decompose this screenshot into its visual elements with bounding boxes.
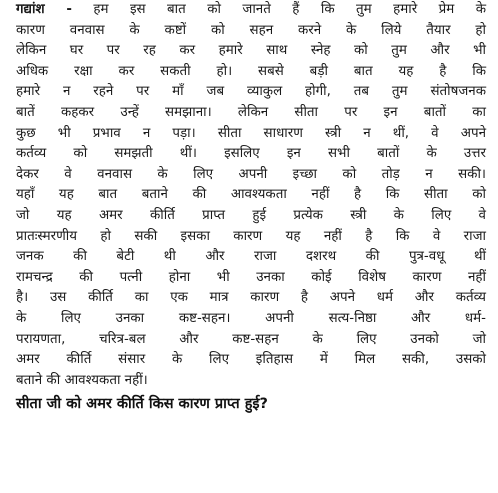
passage-line: बातें कहकर उन्हें समझाना। लेकिन सीता पर इन बातों का xyxy=(16,104,486,120)
passage-line: प्रातःस्मरणीय हो सकी इसका कारण यह नहीं है कि वे राजा xyxy=(16,228,486,244)
passage-line: अधिक रक्षा कर सकती हो। सबसे बड़ी बात यह है कि xyxy=(16,63,486,79)
passage-line: जनक की बेटी थी और राजा दशरथ की पुत्र-वधू थीं xyxy=(16,249,486,265)
passage-line: लेकिन घर पर रह कर हमारे साथ स्नेह को तुम और भी xyxy=(16,43,486,59)
passage-line: जो यह अमर कीर्ति प्राप्त हुई प्रत्येक स्त्री के लिए वे xyxy=(16,207,486,223)
document-body xyxy=(16,0,486,415)
passage-label: गद्यांश - xyxy=(16,2,72,17)
passage-line: है। उस कीर्ति का एक मात्र कारण है अपने धर्म और कर्तव्य xyxy=(16,290,486,306)
passage-line: कारण वनवास के कष्टों को सहन करने के लिये तैयार हो xyxy=(16,22,486,38)
passage-line: अमर कीर्ति संसार के लिए इतिहास में मिल सकी, उसको xyxy=(16,352,486,368)
passage-line: रामचन्द्र की पत्नी होना भी उनका कोई विशेष कारण नहीं xyxy=(16,269,486,285)
passage-line: कुछ भी प्रभाव न पड़ा। सीता साधारण स्त्री न थीं, वे अपने xyxy=(16,125,486,141)
passage-line: यहाँ यह बात बताने की आवश्यकता नहीं है कि सीता को xyxy=(16,187,486,203)
passage-first-line-text: हम इस बात को जानते हैं कि तुम हमारे प्रेम के xyxy=(93,2,486,17)
passage-line: देकर वे वनवास के लिए अपनी इच्छा को तोड़ न सकी। xyxy=(16,166,486,182)
passage-line: कर्तव्य को समझती थीं। इसलिए इन सभी बातों के उत्तर xyxy=(16,146,486,162)
passage-line-last: बताने की आवश्यकता नहीं। xyxy=(16,372,148,388)
passage-line: हमारे न रहने पर माँ जब व्याकुल होगी, तब तुम संतोषजनक xyxy=(16,84,486,100)
passage-line: परायणता, चरित्र-बल और कष्ट-सहन के लिए उनको जो xyxy=(16,331,486,347)
question-text: सीता जी को अमर कीर्ति किस कारण प्राप्त हुई? xyxy=(16,396,268,413)
passage-line: के लिए उनका कष्ट-सहन। अपनी सत्य-निष्ठा और धर्म- xyxy=(16,310,486,326)
passage-line-1 xyxy=(16,0,486,21)
